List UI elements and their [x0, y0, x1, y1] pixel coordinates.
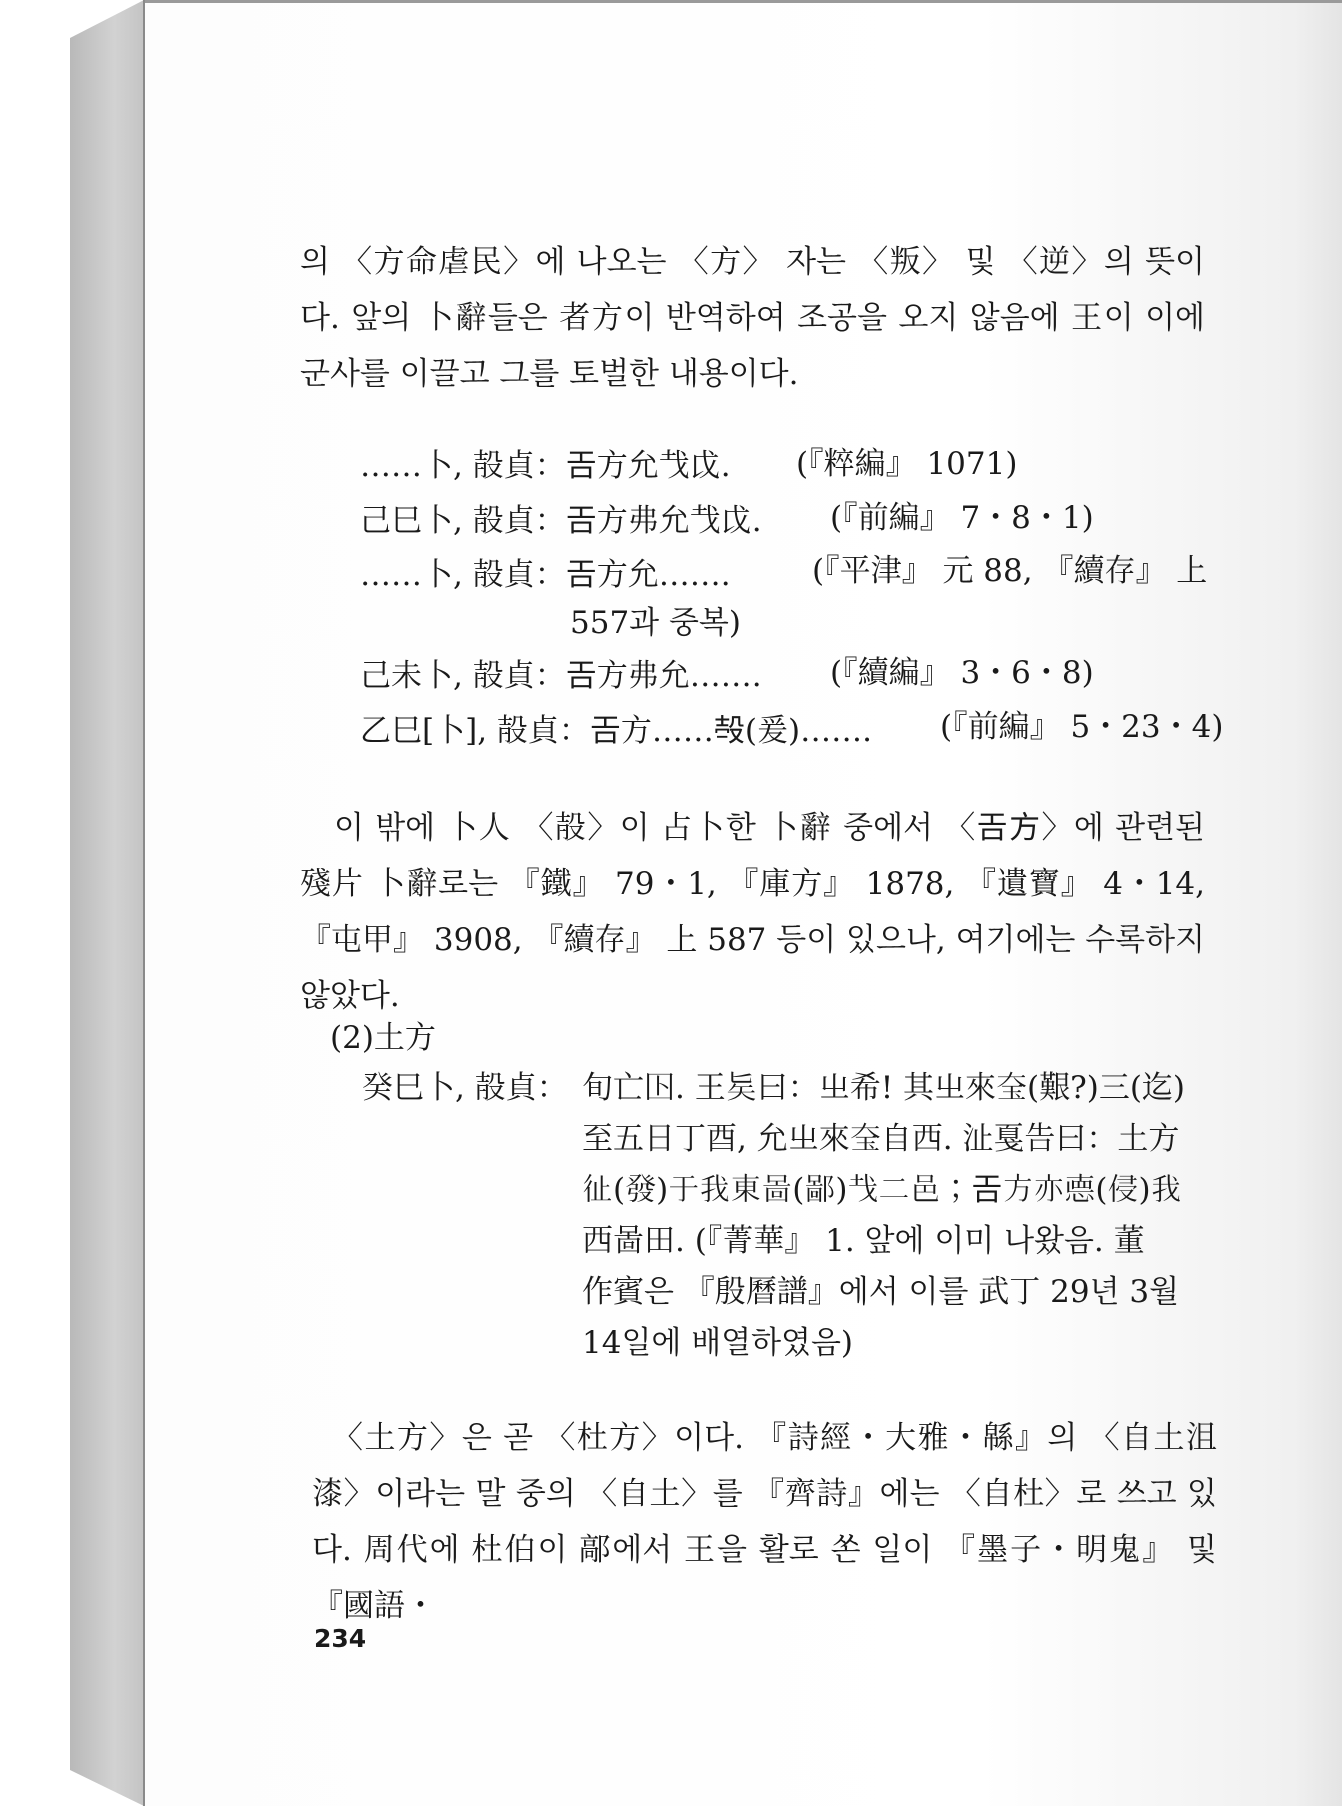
section-heading: (2)土方 — [330, 1020, 436, 1056]
paragraph-2: 이 밖에 卜人 〈㱿〉이 占卜한 卜辭 중에서 〈𢀛方〉에 관련된 殘片 卜辭로는 『鐵』 79・1, 『庫方』 1878, 『遺寶』 4・14, 『屯甲』 3908, 『續存』 上 587 등이 있으나, 여기에는 수록하지 않았다. — [300, 810, 1205, 1014]
paragraph-3: 〈土方〉은 곧 〈杜方〉이다. 『詩經・大雅・緜』의 〈自土沮漆〉이라는 말 중의 〈自土〉를 『齊詩』에는 〈自杜〉로 쓰고 있다. 周代에 杜伯이 鄗에서 王을 활로 쏜 일이 『墨子・明鬼』 및 『國語・ — [312, 1420, 1217, 1624]
inscription-4-text: 己未卜, 㱿貞：𢀛方弗允……. — [360, 658, 762, 694]
inscription-1-text: ……卜, 㱿貞：𢀛方允𢦏戉. — [360, 448, 731, 484]
inscription-4-source: (『續編』 3・6・8) — [830, 655, 1094, 691]
page-top-edge — [145, 0, 1342, 3]
inscription-1-source: (『粹編』 1071) — [796, 446, 1018, 482]
inscription-6-line-1: 旬亡𡆥. 王𠤕曰：㞢希! 其㞢來𡘇(艱?)三(迄) — [582, 1070, 1186, 1106]
book-spine-shadow — [70, 0, 144, 1806]
inscription-6-line-6: 14일에 배열하였음) — [582, 1325, 854, 1361]
inscription-5-text: 乙巳[卜], 㱿貞：𢀛方……𣪊(爰)……. — [360, 713, 872, 749]
inscription-6-line-5: 作賓은 『殷曆譜』에서 이를 武丁 29년 3월 — [582, 1274, 1180, 1310]
inscription-6-line-3: 𢓊(發)于我東啚(鄙)𢦏二邑；𢀛方亦㥁(侵)我 — [582, 1172, 1182, 1208]
paragraph-1: 의 〈方命虐民〉에 나오는 〈方〉 자는 〈叛〉 및 〈逆〉의 뜻이다. 앞의 卜辭들은 者方이 반역하여 조공을 오지 않음에 王이 이에 군사를 이끌고 그를 토벌한 내용이다. — [300, 244, 1205, 392]
inscription-6-line-4: 西啚田. (『菁華』 1. 앞에 이미 나왔음. 董 — [582, 1223, 1145, 1259]
inscription-3-text: ……卜, 㱿貞：𢀛方允……. — [360, 557, 731, 593]
inscription-2-source: (『前編』 7・8・1) — [830, 500, 1094, 536]
inscription-6-head: 癸巳卜, 㱿貞： — [362, 1070, 568, 1106]
inscription-2-text: 己巳卜, 㱿貞：𢀛方弗允𢦏戉. — [360, 503, 762, 539]
inscription-3-source: (『平津』 元 88, 『續存』 上 — [812, 553, 1208, 589]
inscription-6-line-2: 至五日丁酉, 允㞢來𡘇自西. 沚戛告曰：土方 — [582, 1121, 1180, 1157]
inscription-5-source: (『前編』 5・23・4) — [940, 709, 1224, 745]
page-number: 234 — [314, 1624, 367, 1653]
inscription-3-source-cont: 557과 중복) — [570, 605, 741, 641]
